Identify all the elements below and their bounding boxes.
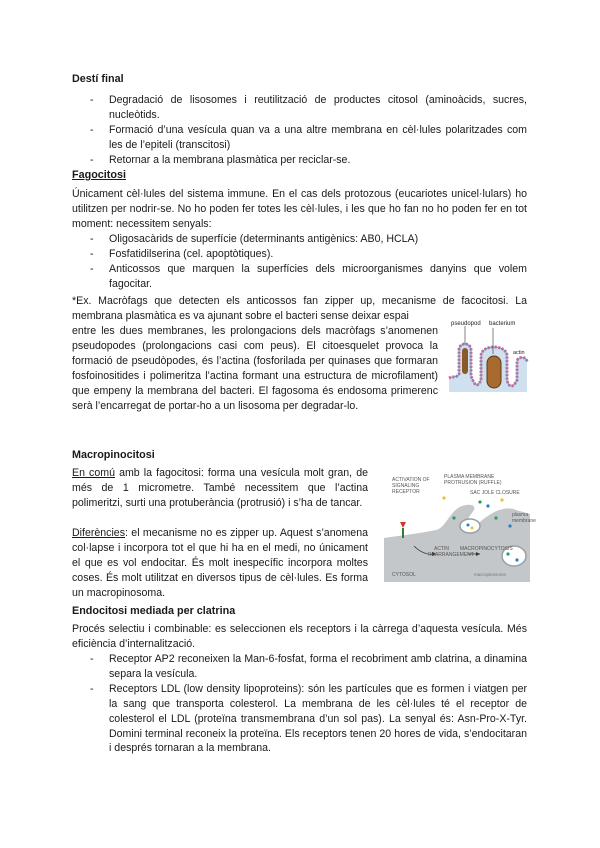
desti-list (72, 93, 527, 168)
clatrina-list (72, 652, 527, 756)
label-pm-1: plasma (512, 512, 529, 518)
label-pm-2: membrane (512, 518, 536, 524)
macro-common-label: En comú (72, 467, 115, 479)
label-cytosol: CYTOSOL (392, 572, 416, 578)
label-activation-3: RECEPTOR (392, 489, 420, 495)
macropinocytosis-figure (384, 470, 536, 582)
list-item: - Receptors LDL (low density lipoproteins): són les partícules que es formen i viatgen per la sang que transporta colesterol. La membrana de les cèl·lules té el receptor de colesterol el LDL (proteïna transmembrana d’un sol pas). La senyal és: Asn-Pro-X-Tyr. Domini terminal reconeix la proteïna. Els receptors tenen 20 hores de vida, s’endocitaran i després tornaran a la membrana. (72, 682, 527, 757)
section-title-fagocitosi: Fagocitosi (72, 169, 126, 181)
fagocitosi-intro: Únicament cèl·lules del sistema immune. En el cas dels protozous (eucariotes unicel·lulars) ho utilitzen per nodrir-se. No ho poden fer totes les cèl·lules, i les que ho fan no ho poden fer en tot moment: necessitem senyals: (72, 188, 527, 230)
macro-diff-text: : el mecanisme no es zipper up. Aquest s’anomena col·lapse i incorpora tot el que hi ha en el medi, no únicament el que es vol endocitar. És molt inespecífic incorpora moltes coses. És molt utilitzat en diversos tipus de cèl·lules. Es forma un macropinosoma. (72, 527, 368, 599)
macro-diff (72, 526, 368, 601)
fagocitosi-list (72, 232, 527, 292)
fagocitosi-note-a: *Ex. Macròfags que detecten els anticossos fan zipper up, mecanisme de facocitosi. La membrana plasmàtica es va ajunant sobre el bacteri sense deixar espai (72, 295, 527, 322)
label-plasma-2: PROTRUSION (RUFFLE) (444, 480, 502, 486)
list-item: - Fosfatidilserina (cel. apoptòtiques). (72, 247, 527, 262)
list-item: - Degradació de lisosomes i reutilització de productes citosol (aminoàcids, sucres, nucleòtids. (72, 93, 527, 123)
list-item: - Oligosacàrids de superfície (determinants antigènics: AB0, HCLA) (72, 232, 527, 247)
label-actin-2: REARRANGEMENT (428, 552, 474, 558)
label-credit: macropinosome (474, 572, 507, 577)
fagocitosi-note-b: entre les dues membranes, les prolongacions dels macròfags s’anomenen pseudopodes (prolongacions casi com peus). El citoesquelet provoca la formació de pseudòpodes, és l’actina (fosforilada per quinases que formaran fosfoinositides i polimeritza l’actina formant una estructura de microfilament) que empeny la membrana del bacteri. El fagosoma és endosoma primerenc serà l’encarregat de portar-ho a un lisosoma per degradar-lo. (72, 325, 438, 412)
section-title-clatrina: Endocitosi mediada per clatrina (72, 605, 236, 617)
list-item: - Receptor AP2 reconeixen la Man-6-fosfat, forma el recobriment amb clatrina, a dinamina separa la vesícula. (72, 652, 527, 682)
label-actin: actin (513, 350, 525, 356)
label-actin-1: ACTIN (434, 546, 449, 552)
label-closure: SAC JOLE CLOSURE (470, 490, 520, 496)
bacterium-left (462, 348, 468, 374)
clatrina-intro: Procés selectiu i combinable: es seleccionen els receptors i la càrrega d’aquesta vesícula. Més eficiència d’internalització. (72, 623, 527, 650)
label-pseudopod: pseudopod (451, 321, 481, 327)
macro-diff-label: Diferències (72, 527, 125, 539)
label-activation-1: ACTIVATION OF (392, 477, 430, 483)
macro-common (72, 466, 368, 511)
bacterium-right (487, 356, 501, 388)
macro-common-text: amb la fagocitosi: forma una vesícula molt gran, de més de 1 micrometre. També necessitem que l’actina polimeritzi, surti una protuberància (protrusió) i s’ha de tancar. (72, 467, 368, 509)
label-bacterium: bacterium (489, 321, 516, 327)
section-title-desti: Destí final (72, 73, 124, 85)
phagocytosis-figure (447, 318, 529, 394)
list-item: - Retornar a la membrana plasmàtica per reciclar-se. (72, 153, 527, 168)
label-macrop: MACROPINOCYTOSIS (460, 546, 513, 552)
label-plasma-1: PLASMA MEMBRANE (444, 474, 495, 480)
list-item: - Anticossos que marquen la superfícies dels microorganismes danyins que volem fagocitar. (72, 262, 527, 292)
label-activation-2: SIGNALING (392, 483, 420, 489)
list-item: - Formació d’una vesícula quan va a una altre membrana en cèl·lules polaritzades com les de l’epiteli (transcitosi) (72, 123, 527, 153)
section-title-macropinocitosi: Macropinocitosi (72, 449, 155, 461)
